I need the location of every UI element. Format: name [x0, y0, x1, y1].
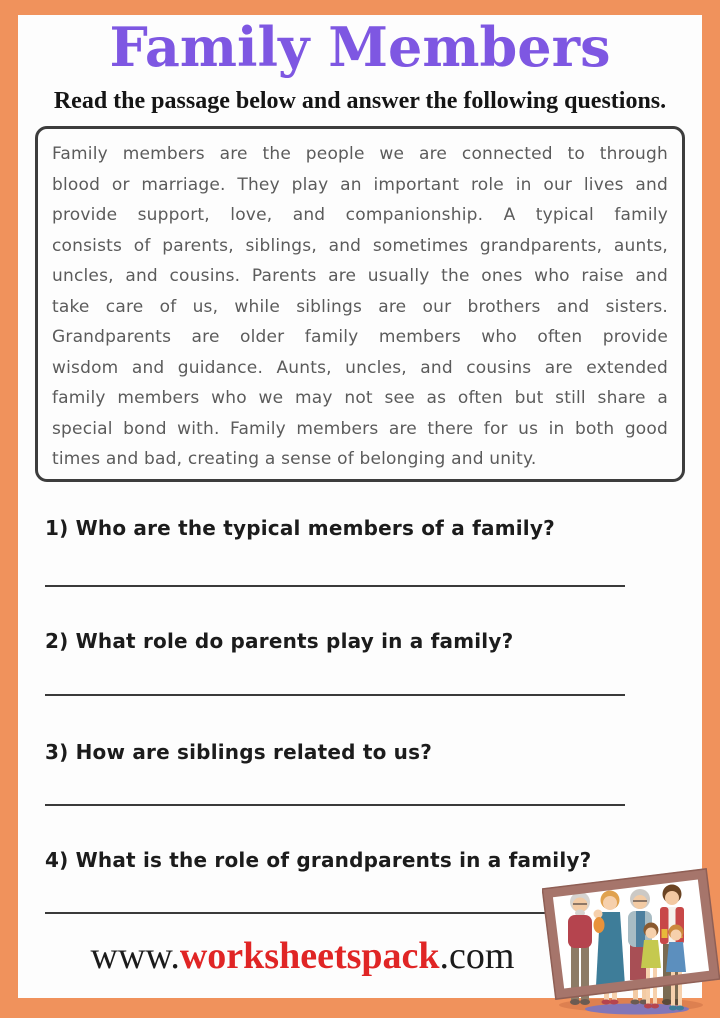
passage-line: special bond with. Family members are there for us in both good: [52, 418, 668, 439]
passage-line: wisdom and guidance. Aunts, uncles, and cousins are extended: [52, 357, 668, 378]
passage-text: [52, 139, 668, 475]
question-1: 1) Who are the typical members of a family?: [45, 516, 555, 540]
url-suffix: .com: [439, 935, 515, 977]
website-url[interactable]: [45, 934, 560, 978]
question-3: 3) How are siblings related to us?: [45, 740, 433, 764]
answer-line-4: [45, 912, 625, 914]
passage-box: [35, 126, 685, 482]
passage-line: times and bad, creating a sense of belonging and unity.: [52, 449, 537, 469]
answer-line-1: [45, 585, 625, 587]
url-brand: worksheetspack: [179, 935, 440, 977]
question-2: 2) What role do parents play in a family?: [45, 629, 514, 653]
page-title: Family Members: [109, 15, 611, 79]
passage-line: blood or marriage. They play an important role in our lives and: [52, 174, 668, 195]
passage-line: provide support, love, and companionship. A typical family: [52, 205, 668, 225]
answer-line-3: [45, 804, 625, 806]
family-portrait-illustration: [542, 868, 720, 1018]
passage-line: family members who we may not see as often but still share a: [52, 388, 668, 408]
passage-line: Family members are the people we are connected to through: [52, 144, 668, 164]
question-4: 4) What is the role of grandparents in a family?: [45, 848, 592, 872]
passage-line: Grandparents are older family members who often provide: [52, 327, 668, 347]
passage-line: uncles, and cousins. Parents are usually the ones who raise and: [52, 266, 668, 286]
passage-line: consists of parents, siblings, and sometimes grandparents, aunts,: [52, 235, 668, 256]
instructions-text: Read the passage below and answer the following questions.: [53, 88, 667, 114]
url-prefix: www.: [90, 935, 180, 977]
passage-line: take care of us, while siblings are our brothers and sisters.: [52, 296, 668, 317]
answer-line-2: [45, 694, 625, 696]
